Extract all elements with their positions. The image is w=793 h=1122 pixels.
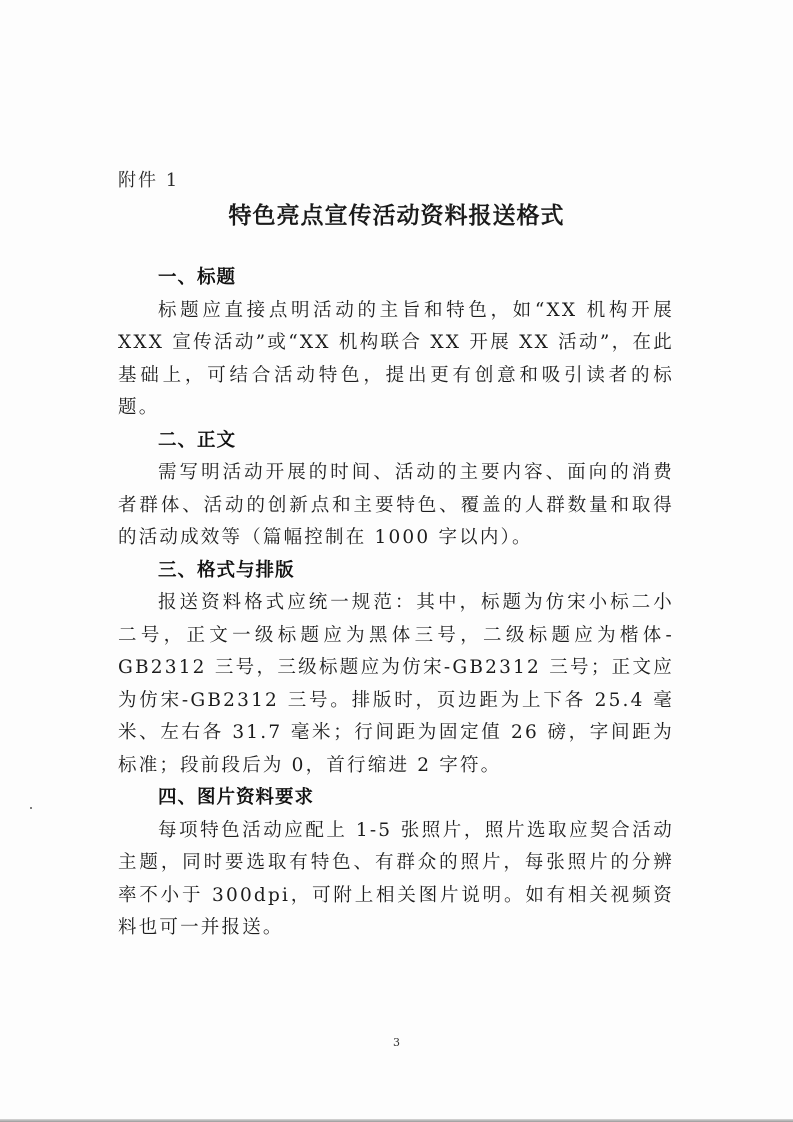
scan-speck [30,807,32,809]
section-heading-images: 四、图片资料要求 [158,787,315,808]
section-heading-body: 二、正文 [158,429,237,451]
section-heading-title: 一、标题 [158,267,237,288]
section-heading-format: 三、格式与排版 [158,559,295,581]
document-title: 特色亮点宣传活动资料报送格式 [228,203,565,229]
document-body [118,262,674,945]
section-body-format: 报送资料格式应统一规范：其中，标题为仿宋小标二小二号，正文一级标题应为黑体三号，二级标题应为楷体-GB2312 三号，三级标题应为仿宋-GB2312 三号；正文应为仿宋-GB2312 三号。排版时，页边距为上下各 25.4 毫米、左右各 31.7 毫米；行间距为固定值 26 磅，字间距为标准；段前段后为 0，首行缩进 2 字符。 [118,592,674,776]
section-body-title: 标题应直接点明活动的主旨和特色，如“XX 机构开展 XXX 宣传活动”或“XX 机构联合 XX 开展 XX 活动”，在此基础上，可结合活动特色，提出更有创意和吸引读者的标题。 [118,299,674,418]
page-number: 3 [393,1036,400,1049]
section-body-images: 每项特色活动应配上 1-5 张照片，照片选取应契合活动主题，同时要选取有特色、有群众的照片，每张照片的分辨率不小于 300dpi，可附上相关图片说明。如有相关视频资料也可一并报送。 [118,819,674,938]
attachment-label: 附件 1 [118,170,180,191]
section-body-body: 需写明活动开展的时间、活动的主要内容、面向的消费者群体、活动的创新点和主要特色、覆盖的人群数量和取得的活动成效等（篇幅控制在 1000 字以内）。 [118,462,674,548]
